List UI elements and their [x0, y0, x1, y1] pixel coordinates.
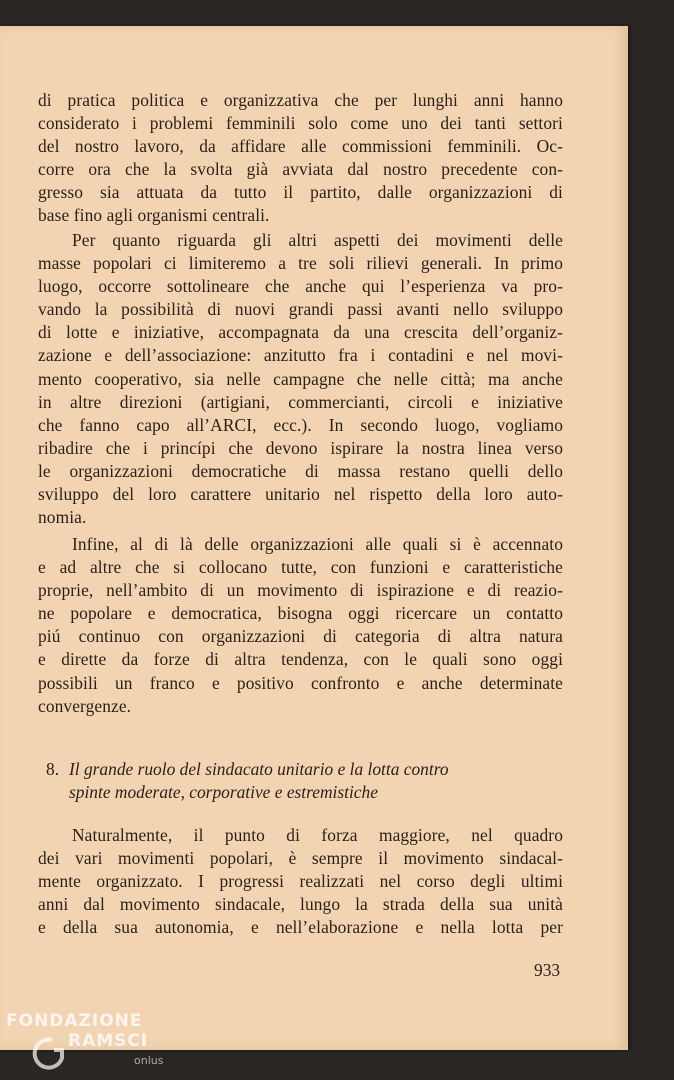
text-line: e della sua autonomia, e nell’elaborazione e nella lotta per [38, 917, 563, 938]
section-heading [38, 758, 563, 804]
text-line: in altre direzioni (artigiani, commercianti, circoli e iniziative [38, 391, 563, 412]
text-line: che fanno capo all’ARCI, ecc.). In secondo luogo, vogliamo [38, 414, 563, 435]
text-line: e dirette da forze di altra tendenza, con le quali sono oggi [38, 649, 563, 670]
text-line: luogo, occorre sottolineare che anche qui l’esperienza va pro- [38, 276, 563, 297]
paragraph-4 [38, 824, 563, 939]
text-line: e ad altre che si collocano tutte, con funzioni e caratteristiche [38, 557, 563, 578]
text-line: del nostro lavoro, da affidare alle commissioni femminili. Oc- [38, 136, 563, 157]
paragraph-1 [38, 89, 563, 228]
section-title-line: spinte moderate, corporative e estremistiche [69, 782, 378, 803]
text-line: ribadire che i princípi che devono ispirare la nostra linea verso [38, 437, 563, 458]
text-line: piú continuo con organizzazioni di categoria di altra natura [38, 626, 563, 647]
text-line: considerato i problemi femminili solo come uno dei tanti settori [38, 113, 563, 134]
text-line: ne popolare e democratica, bisogna oggi ricercare un contatto [38, 603, 563, 624]
section-number: 8. [46, 759, 60, 779]
text-line: le organizzazioni democratiche di massa restano quelli dello [38, 460, 563, 481]
text-line: mente organizzato. I progressi realizzati nel corso degli ultimi [38, 871, 563, 892]
text-line: gresso sia attuata da tutto il partito, dalle organizzazioni di [38, 182, 563, 203]
text-line: sviluppo del loro carattere unitario nel rispetto della loro auto- [38, 484, 563, 505]
watermark-line2: RAMSCI [68, 1031, 149, 1051]
section-title-line: Il grande ruolo del sindacato unitario e la lotta contro [69, 759, 449, 779]
text-line: masse popolari ci limiteremo a tre soli rilievi generali. In primo [38, 253, 563, 274]
text-line: corre ora che la svolta già avviata dal nostro precedente con- [38, 159, 563, 180]
page-number: 933 [534, 960, 561, 980]
text-line: possibili un franco e positivo confronto e anche determinate [38, 672, 563, 693]
section-title [69, 758, 563, 804]
text-line: Naturalmente, il punto di forza maggiore, nel quadro [72, 825, 563, 845]
text-line: base fino agli organismi centrali. [38, 205, 270, 226]
text-line: proprie, nell’ambito di un movimento di ispirazione e di reazio- [38, 580, 563, 601]
watermark-line1: FONDAZIONE [6, 1011, 143, 1031]
g-letter-icon [35, 1040, 62, 1068]
text-line: zazione e dell’associazione: anzitutto fra i contadini e nel movi- [38, 345, 563, 366]
text-line: dei vari movimenti popolari, è sempre il movimento sindacal- [38, 848, 563, 869]
text-line: Per quanto riguarda gli altri aspetti dei movimenti delle [72, 230, 563, 250]
text-line: convergenze. [38, 695, 132, 716]
text-line: mento cooperativo, sia nelle campagne che nelle città; ma anche [38, 368, 563, 389]
paragraph-2 [38, 229, 563, 529]
text-line: vando la possibilità di nuovi grandi passi avanti nello sviluppo [38, 299, 563, 320]
text-line: nomia. [38, 507, 87, 528]
text-line: anni dal movimento sindacale, lungo la strada della sua unità [38, 894, 563, 915]
text-line: Infine, al di là delle organizzazioni alle quali si è accennato [72, 534, 563, 554]
text-line: di lotte e iniziative, accompagnata da una crescita dell’organiz- [38, 322, 563, 343]
fondazione-gramsci-watermark [4, 1008, 174, 1074]
gramsci-logo-icon [4, 1008, 174, 1074]
text-line: di pratica politica e organizzativa che per lunghi anni hanno [38, 90, 563, 110]
watermark-suffix: onlus [134, 1054, 164, 1067]
paragraph-3 [38, 533, 563, 718]
